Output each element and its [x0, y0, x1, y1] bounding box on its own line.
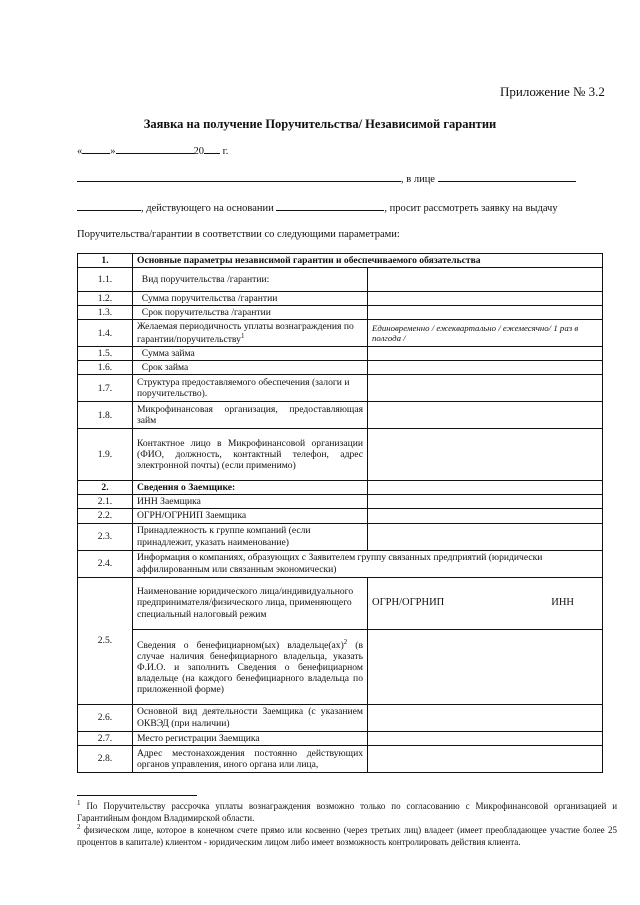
applicant-line [77, 171, 587, 185]
table-row [78, 402, 603, 429]
table-row [78, 731, 603, 745]
registration-cell[interactable] [368, 731, 603, 745]
row-number: 2.8. [78, 745, 133, 772]
representative-role-field[interactable] [77, 200, 141, 211]
guarantee-term-cell[interactable] [368, 306, 603, 320]
row-label: ОГРН/ОГРНИП Заемщика [133, 509, 368, 523]
parameters-table [77, 253, 603, 773]
row-label: Адрес местонахождения постоянно действующих органов управления, иного органа или лица, [133, 745, 368, 772]
row-number: 1.9. [78, 429, 133, 481]
date-open-quote: « [77, 146, 83, 157]
activity-cell[interactable] [368, 704, 603, 731]
row-number: 2.7. [78, 731, 133, 745]
table-row [78, 361, 603, 375]
params-intro: Поручительства/гарантии в соответствии со следующими параметрами: [77, 229, 400, 240]
document-title: Заявка на получение Поручительства/ Независимой гарантии [143, 117, 497, 131]
table-row [78, 481, 603, 495]
section-heading: Основные параметры независимой гарантии и обеспечиваемого обязательства [133, 254, 603, 268]
footnote-text: По Поручительству рассрочка уплаты вознаграждения возможно только по согласованию с Микрофинансовой организацией и Гарантийным фондом Владимирской области. [77, 801, 618, 823]
row-label [133, 361, 368, 375]
loan-term-cell[interactable] [368, 361, 603, 375]
table-row [78, 509, 603, 523]
table-row [78, 577, 603, 629]
row-number: 1.6. [78, 361, 133, 375]
collateral-structure-cell[interactable] [368, 375, 603, 402]
footnote-ref: 2 [343, 637, 348, 646]
row-label: ИНН Заемщика [133, 495, 368, 509]
basis-document-field[interactable] [276, 200, 384, 211]
footnote-text: физическом лице, которое в конечном счете прямо или косвенно (через третьих лиц) владеет (имеет преобладающее участие более 25 процентов в капитале) клиентом - юридическим лицом либо имеет возможность контролировать действия клиента. [77, 825, 618, 847]
month-field[interactable] [116, 143, 194, 154]
row-number-merged: 2.5. [78, 577, 133, 704]
row-number: 2.4. [78, 550, 133, 577]
row-label: Структура предоставляемого обеспечения (залоги и поручительство). [133, 375, 368, 402]
guarantee-amount-cell[interactable] [368, 292, 603, 306]
table-row [78, 375, 603, 402]
ogrn-column-label: ОГРН/ОГРНИП [372, 596, 445, 608]
row-number: 2.3. [78, 523, 133, 550]
mfo-contact-cell[interactable] [368, 429, 603, 481]
date-line [77, 143, 228, 157]
table-row [78, 320, 603, 347]
row-label: Микрофинансовая организация, предоставляющая займ [133, 402, 368, 429]
table-row [78, 292, 603, 306]
applicant-name-field[interactable] [77, 171, 401, 182]
table-row [78, 306, 603, 320]
address-cell[interactable] [368, 745, 603, 772]
table-row [78, 704, 603, 731]
row-label: Информация о компаниях, образующих с Заявителем группу связанных предприятий (юридически аффилированным или связанным экономически) [133, 550, 603, 577]
table-row [78, 268, 603, 292]
row-label-text: Желаемая периодичность уплаты вознаграждения по гарантии/поручительству [137, 321, 354, 346]
row-number: 1. [78, 254, 133, 268]
row-number: 1.1. [78, 268, 133, 292]
row-number: 2. [78, 481, 133, 495]
payment-frequency-options[interactable]: Единовременно / ежеквартально / ежемесячно/ 1 раз в полгода / [368, 320, 603, 347]
row-number: 1.3. [78, 306, 133, 320]
row-label: Основной вид деятельности Заемщика (с указанием ОКВЭД (при наличии) [133, 704, 368, 731]
table-row [78, 745, 603, 772]
table-row [78, 347, 603, 361]
footnote-ref: 1 [240, 332, 245, 341]
table-row [78, 523, 603, 550]
related-company-ids[interactable] [368, 577, 603, 629]
table-row [78, 254, 603, 268]
row-number: 1.8. [78, 402, 133, 429]
row-label [133, 320, 368, 347]
row-label [133, 629, 368, 704]
acting-basis-label: , действующего на основании [141, 203, 274, 214]
row-label-text: Срок поручительства /гарантии [141, 307, 271, 319]
row-number: 1.4. [78, 320, 133, 347]
footnote-divider [77, 795, 197, 796]
row-label-text: Сумма поручительства /гарантии [141, 293, 278, 305]
in-person-label: , в лице [401, 174, 435, 185]
table-row [78, 629, 603, 704]
inn-cell[interactable] [368, 495, 603, 509]
section-heading: Сведения о Заемщике: [133, 481, 368, 495]
table-row [78, 495, 603, 509]
year-field[interactable] [204, 143, 220, 154]
date-close-quote: » [110, 146, 116, 157]
representative-field[interactable] [438, 171, 576, 182]
request-label: , просит рассмотреть заявку на выдачу [384, 203, 558, 214]
row-label-text: Срок займа [141, 362, 189, 374]
ogrn-cell[interactable] [368, 509, 603, 523]
row-label [133, 292, 368, 306]
loan-amount-cell[interactable] [368, 347, 603, 361]
year-suffix: г. [222, 146, 229, 157]
row-label: Контактное лицо в Микрофинансовой организации (ФИО, должность, контактный телефон, адрес электронной почты) (если применимо) [133, 429, 368, 481]
row-label: Наименование юридического лица/индивидуального предпринимателя/физического лица, применяющего специальный налоговый режим [133, 577, 368, 629]
table-row [78, 429, 603, 481]
footnote-mark: 2 [77, 823, 81, 831]
guarantee-type-cell[interactable] [368, 268, 603, 292]
table-row [78, 550, 603, 577]
year-prefix: 20 [193, 146, 204, 157]
row-label [133, 306, 368, 320]
footnote-1 [77, 799, 617, 824]
group-membership-cell[interactable] [368, 523, 603, 550]
empty-cell [368, 481, 603, 495]
footnote-mark: 1 [77, 799, 81, 807]
row-label: Принадлежность к группе компаний (если принадлежит, указать наименование) [133, 523, 368, 550]
row-label-text: Вид поручительства /гарантии: [141, 274, 270, 286]
row-number: 2.2. [78, 509, 133, 523]
day-field[interactable] [82, 143, 110, 154]
row-number: 1.7. [78, 375, 133, 402]
row-number: 1.5. [78, 347, 133, 361]
row-number: 2.6. [78, 704, 133, 731]
row-label [133, 268, 368, 292]
row-number: 2.1. [78, 495, 133, 509]
row-label [133, 347, 368, 361]
beneficiary-cell[interactable] [368, 629, 603, 704]
row-label-text: Сведения о бенефициарном(ых) владельце(ах) [137, 640, 344, 652]
row-label: Место регистрации Заемщика [133, 731, 368, 745]
footnote-2 [77, 823, 617, 848]
inn-column-label: ИНН [551, 596, 574, 608]
row-label-text-rest: (в случае наличия бенефициарного владельца, указать Ф.И.О. и заполнить Сведения о бенефициарном владельце (на каждого бенефициарного владельца по приложенной форме) [137, 640, 363, 696]
row-number: 1.2. [78, 292, 133, 306]
row-label-text: Сумма займа [141, 348, 195, 360]
basis-line [77, 200, 587, 214]
appendix-label: Приложение № 3.2 [500, 84, 605, 99]
mfo-cell[interactable] [368, 402, 603, 429]
